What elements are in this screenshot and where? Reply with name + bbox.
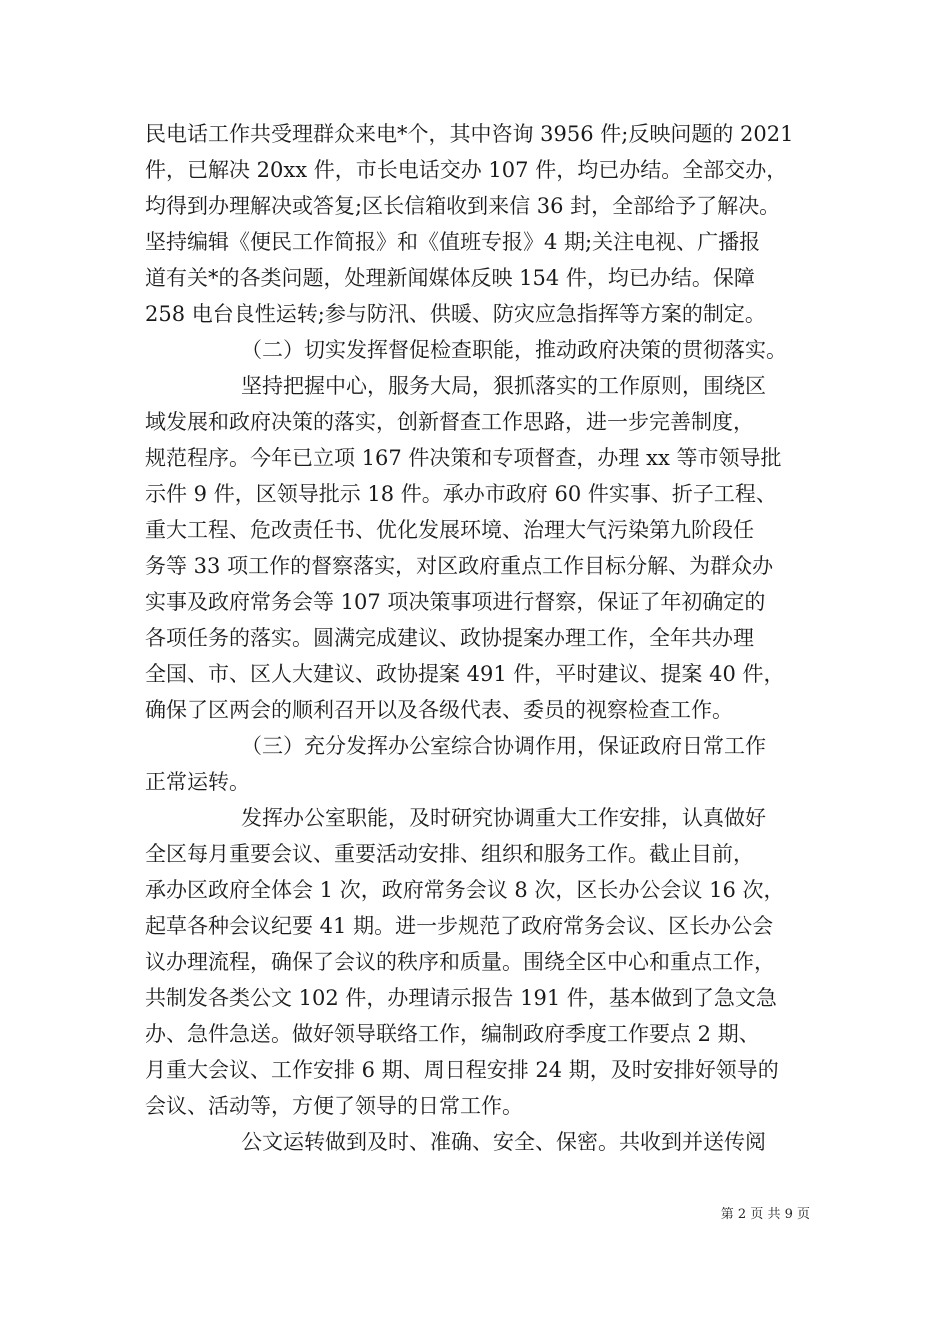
body-line: 民电话工作共受理群众来电*个，其中咨询 3956 件;反映问题的 2021 — [145, 122, 794, 146]
page-number-footer: 第 2 页 共 9 页 — [720, 1207, 810, 1222]
body-line: 坚持把握中心，服务大局，狠抓落实的工作原则，围绕区 — [241, 374, 766, 398]
body-line: 全国、市、区人大建议、政协提案 491 件，平时建议、提案 40 件， — [145, 662, 785, 686]
body-line: 确保了区两会的顺利召开以及各级代表、委员的视察检查工作。 — [145, 698, 733, 722]
section-heading-3-cont: 正常运转。 — [145, 770, 250, 794]
section-heading-2: （二）切实发挥督促检查职能，推动政府决策的贯彻落实。 — [241, 338, 787, 362]
body-line: 各项任务的落实。圆满完成建议、政协提案办理工作，全年共办理 — [145, 626, 754, 650]
body-line: 规范程序。今年已立项 167 件决策和专项督查，办理 xx 等市领导批 — [145, 446, 782, 470]
body-line: 会议、活动等，方便了领导的日常工作。 — [145, 1094, 523, 1118]
body-line: 公文运转做到及时、准确、安全、保密。共收到并送传阅 — [241, 1130, 766, 1154]
body-line: 重大工程、危改责任书、优化发展环境、治理大气污染第九阶段任 — [145, 518, 754, 542]
body-line: 均得到办理解决或答复;区长信箱收到来信 36 封，全部给予了解决。 — [145, 194, 781, 218]
body-line: 258 电台良性运转;参与防汛、供暖、防灾应急指挥等方案的制定。 — [145, 302, 766, 326]
body-line: 月重大会议、工作安排 6 期、周日程安排 24 期，及时安排好领导的 — [145, 1058, 779, 1082]
body-line: 坚持编辑《便民工作简报》和《值班专报》4 期;关注电视、广播报 — [145, 230, 761, 254]
body-line: 共制发各类公文 102 件，办理请示报告 191 件，基本做到了急文急 — [145, 986, 777, 1010]
body-line: 起草各种会议纪要 41 期。进一步规范了政府常务会议、区长办公会 — [145, 914, 774, 938]
body-line: 承办区政府全体会 1 次，政府常务会议 8 次，区长办公会议 16 次， — [145, 878, 785, 902]
body-line: 办、急件急送。做好领导联络工作，编制政府季度工作要点 2 期、 — [145, 1022, 760, 1046]
body-line: 域发展和政府决策的落实，创新督查工作思路，进一步完善制度， — [145, 410, 754, 434]
body-line: 全区每月重要会议、重要活动安排、组织和服务工作。截止目前， — [145, 842, 754, 866]
body-line: 实事及政府常务会等 107 项决策事项进行督察，保证了年初确定的 — [145, 590, 766, 614]
body-line: 议办理流程，确保了会议的秩序和质量。围绕全区中心和重点工作， — [145, 950, 775, 974]
body-line: 示件 9 件，区领导批示 18 件。承办市政府 60 件实事、折子工程、 — [145, 482, 777, 506]
body-line: 件，已解决 20xx 件，市长电话交办 107 件，均已办结。全部交办， — [145, 158, 788, 182]
body-line: 务等 33 项工作的督察落实，对区政府重点工作目标分解、为群众办 — [145, 554, 774, 578]
body-line: 道有关*的各类问题，处理新闻媒体反映 154 件，均已办结。保障 — [145, 266, 755, 290]
section-heading-3: （三）充分发挥办公室综合协调作用，保证政府日常工作 — [241, 734, 766, 758]
body-line: 发挥办公室职能，及时研究协调重大工作安排，认真做好 — [241, 806, 766, 830]
